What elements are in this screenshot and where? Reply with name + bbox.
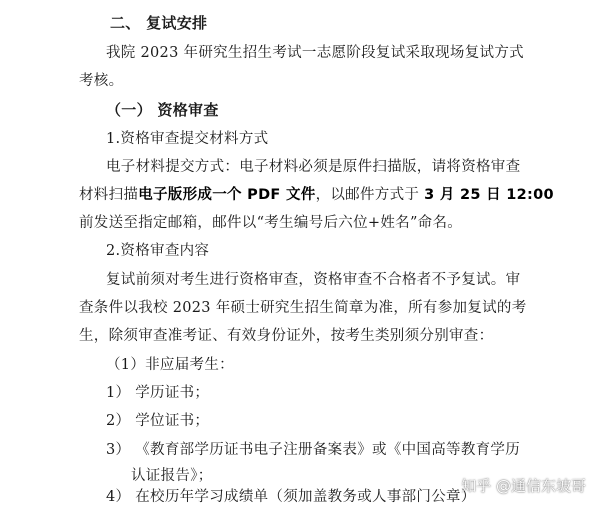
list-item: 3） 《教育部学历证书电子注册备案表》或《中国高等教育学历 <box>106 442 521 458</box>
subsection-heading: （一） 资格审查 <box>106 101 219 119</box>
list-item: 1） 学历证书； <box>106 385 210 401</box>
list-item-continuation: 认证报告》； <box>131 468 213 484</box>
intro-line-2: 考核。 <box>79 73 124 89</box>
item-1-title: 1.资格审查提交材料方式 <box>106 131 269 147</box>
list-item: 2） 学位证书； <box>106 413 210 429</box>
item-2-title: 2.资格审查内容 <box>106 243 210 259</box>
paragraph-1-line-2 <box>79 186 554 204</box>
section-heading: 二、 复试安排 <box>110 14 208 32</box>
intro-line-1: 我院 2023 年研究生招生考试一志愿阶段复试采取现场复试方式 <box>106 45 524 61</box>
deadline-bold: 3 月 25 日 12:00 <box>424 187 554 203</box>
paragraph-1-line-1: 电子材料提交方式：电子材料必须是原件扫描版，请将资格审查 <box>106 159 521 175</box>
paragraph-2-line-1: 复试前须对考生进行资格审查，资格审查不合格者不予复试。审 <box>106 272 521 288</box>
category-1-label: （1）非应届考生： <box>106 357 234 373</box>
paragraph-2-line-2: 查条件以我校 2023 年硕士研究生招生简章为准，所有参加复试的考 <box>79 300 527 316</box>
paragraph-1-text-c: ，以邮件方式于 <box>315 187 425 203</box>
paragraph-1-line-3: 前发送至指定邮箱，邮件以“考生编号后六位+姓名”命名。 <box>79 215 463 231</box>
paragraph-2-line-3: 生，除须审查准考证、有效身份证外，按考生类别须分别审查： <box>79 328 494 344</box>
pdf-requirement-bold: 电子版形成一个 PDF 文件 <box>138 187 316 203</box>
list-item: 4） 在校历年学习成绩单（须加盖教务或人事部门公章） <box>106 489 476 505</box>
watermark: 知乎 @通信东坡哥 <box>461 477 586 495</box>
paragraph-1-text-a: 材料扫描 <box>79 187 139 203</box>
